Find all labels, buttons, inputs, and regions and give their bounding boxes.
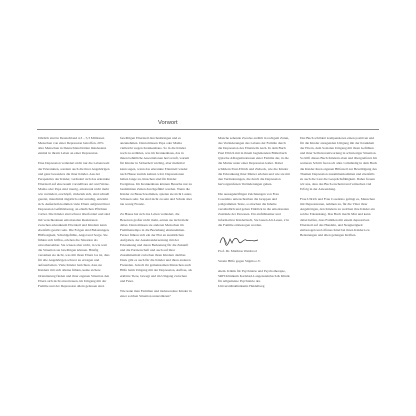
affiliation-line: ehem. Klinik für Psychiatrie und Psychotherapie, SRH Klinikum Karlsbad-Langensteinbach & Klinik für Allgemeine Psychiatrie des Universitätsklinikums Heidelberg xyxy=(218,269,290,289)
text-column-1 xyxy=(38,136,110,294)
page-title: Vorwort xyxy=(158,120,178,126)
paragraph: Das Buch schildert kompensieren einen positiven und für die Kinder anregenden Umgang mit der Krankheit der Eltern, dem Sozialen Umgang mit ihren Gefühlen und ihrer Selbstverantwortung in schwieriger Situation. So hilft dieses Buch Kindern eben und übergreifend. Im weiteren Schritt fast noch alles vollständig in dem Buch die Kinder ihren eigenen Hilfesteil zur Bewältigung des Themen Depression zusammenkommen und ebenfalls zu auch die Lust die Gesprächsfähigkeit. Daher freuen wir uns, dass das Buch erscheint und wünschen viel Erfolg in der Anwendung. xyxy=(300,136,377,191)
paragraph: Manche sehende Zwecke erzählt in rechgem Zutun, des Veränderungen des Lebens der Familie durch die Depression des Elternteils nach. In dem Buch Paul Ellrich mit in ihrem begleitenden Bilderbuch typische Alltagssituationen einer Familie dar, in die die Mutter unter einer Depression leidet. Dabei schildern Paul-Ellrich und Ziebeck, wie die Kinder die Erkrankung ihrer Mutter erleben und wie sie mit den Veränderungen, die durch die Depression hervorgerufenen Veränderungen gehen. xyxy=(218,136,290,186)
text-column-3 xyxy=(218,136,290,295)
title-rule xyxy=(37,129,379,130)
paragraph: Wie kann man Familien und insbesondere Kinder in einer solchen Situation unterstützen? xyxy=(120,288,192,298)
paragraph: Eine Depression verändert nicht nur die Lebenswelt der Erkrankten, sondern auch die ihrer Angehörigen und ganz besonders die ihrer Kinder. Aus der Perspektive der Kinder, verändert sich das erkrankte Elternteil auf eine kaum vorstellbare Art und Weise. Mama oder Papa sind traurig, emotional nicht mehr wie verändert, erschöpft, rückzieh sich, sind schnell gereizt, manchmal ängstlich oder unruhig, entzieht sich. Außerdem kommen viele Eltern aufgrund ihrer Depression Gefühlsbezug, an elterlichen Pflichten vorbei. Die Kinder sind schwer überfordert und sind mit verschiedenen emotionalen Reaktionen zwischen erkranktem Elternteil und Kindern kann ebenfalls gestört sein. Die Folgen sind Belastungen, Hilflosigkeit, Schuldgefühle, Angst und Sorge. Sie fühlen sich hilflos, erleben die Situation als unvorhersehbar. Sie wissen aber nicht, in wie weit die Situation sie bewältigen können. Häufig verstehen sie nicht, was mit ihren Eltern los ist, dies für alle Angehörigen schwer zu ertragen und aufzuarbeiten. Viele Kinder berichten, dass sie Kindern mit sich alleine fühlen, keine sichere Orientierung finden und ihrer eigenen Situation den Eltern sich nicht anvertrauen, im Umgang mit der Familie und der Depression allein gelassen sind. xyxy=(38,161,110,288)
paragraph: Die aussagekräftigen Zeichnungen von Frau Cosentino unterschreiben die Gruppen und poligrammen Texte, so machen die Inhalte verständlich und geben Einblick in die emotionalen Zustände der Personen. Ein einfühlsamer und informativer Kinderbuch, Sie lassen Alt-Lesen, 2 in die Familie einbezogen werden. xyxy=(218,192,290,227)
signature-image xyxy=(218,233,260,247)
affiliation-line: Verein Hilfe gegen Stigma e.V. xyxy=(218,258,261,263)
paragraph: Frau Ullrich und Frau Cosentino gelingt es, Menschen mit Depressionen, nehmen zu, für die Väter ihrer Angehörigen, den Kindern zu welchen ihre Kinder ein solche Erkrankung. Das Buch macht Mut und kann dabei helfen, dass Familien mit einem depressiven Elternteil auf das Handeln, und Neugierigkeit einbezogen und offenes Kind bei ihren Kindern zu Belastungen und allen gelungen Kräften. xyxy=(300,197,375,237)
text-column-4 xyxy=(300,136,378,243)
paragraph: bewältigen Elternteil durchzubringen und es anzunehmen. Dann müssen Papa oder Mama vielleicht wegen Krankenhaus. So in die Kinder noch zu erzählen, was im Krankenhaus, das in ihnen behütliche Assoziationen hervorruft, warum für Kinder in Sicherheit wichtig, aber mehrmal kann sagen, wann das erkrankte Elternteil wieder nach Hause zurück kehren wird. Depressionen halten lange zu, hinschen sind für Kinder Ereignisse. Im Krankenhaus können Besuche nur zu bestimmten Zeiten durchgeführt werden. Wenn die Kinder zu Besuch kommen, spielen sie nicht Lauter, Schauen sehr. Sie sind nicht zu sein und Schule aber nie wenig Freude. xyxy=(120,136,192,207)
paragraph: Jährlich sind in Deutschland 4,3 – 5,3 Millionen Menschen von einer Depression betroffen. 20% aller Menschen in Deutschland hätten mindestens einmal in ihrem Leben an einer Depression. xyxy=(38,136,107,156)
signatory-name: Prof. Dr. Matthias Weisbrod xyxy=(218,248,257,253)
paragraph: Zu Hause hat sich das Leben verändert, die Bezeicen großer nicht mehr, ernten sie nicht mehr dabei. Denn müssen sie anderen Menschen im Familientempo in die Beziehung einzunehmen. Ferner führen sich ein der Plut an zusätzlichen Aufgaben, der Auseinandersetzung mit der Erkrankung und deren Bedeutung für die Zukunft und die Partnerschaft und auch auf ihrer Zusammenhalt zwischen ihren Kindern darüber. Dazu gibt es auch für die Kinder und ihren anderen Freunden. Jedoch ihr gemeinsamen Menschen auch Hilfe beim Umgang mit der Depression, Aufbau, als erklärte Tiere, bewegt und im Umgang zwischen und Feier. xyxy=(120,212,192,283)
text-column-2 xyxy=(120,136,192,304)
